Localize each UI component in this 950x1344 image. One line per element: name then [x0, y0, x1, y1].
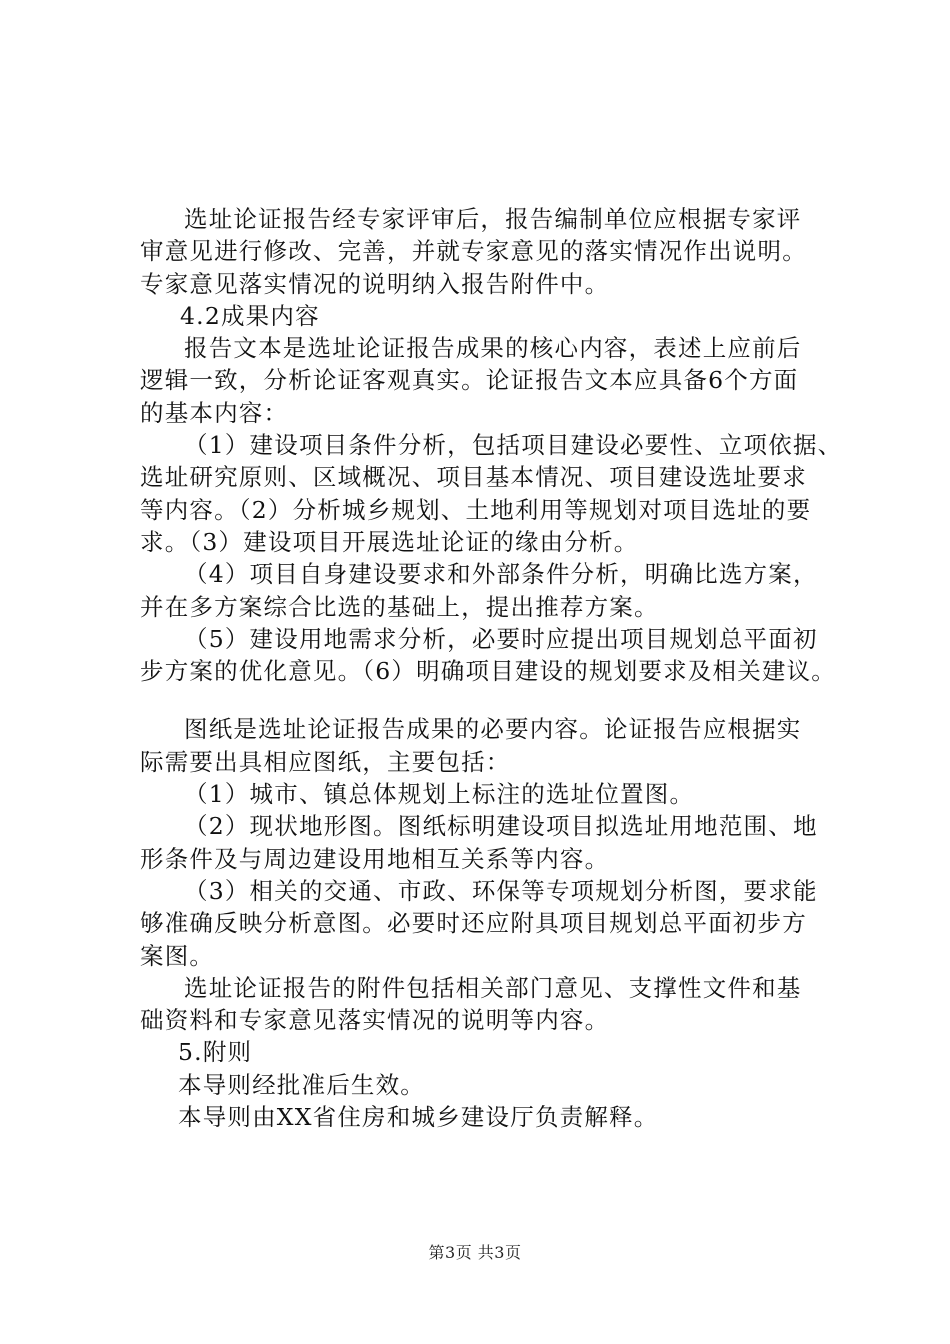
paragraph: [140, 778, 840, 810]
paragraph: [140, 558, 840, 623]
text-line: 形条件及与周边建设用地相互关系等内容。: [140, 844, 610, 873]
text-line: 步方案的优化意见。（6）明确项目建设的规划要求及相关建议。: [140, 657, 837, 686]
paragraph: [140, 429, 843, 558]
paragraph: [140, 972, 840, 1037]
text-line: 报告文本是选址论证报告成果的核心内容，表述上应前后: [184, 334, 802, 363]
text-line: （1）城市、镇总体规划上标注的选址位置图。: [184, 780, 695, 809]
text-line: 图纸是选址论证报告成果的必要内容。论证报告应根据实: [184, 715, 802, 744]
text-line: 审意见进行修改、完善，并就专家意见的落实情况作出说明。: [140, 237, 807, 266]
paragraph: [140, 203, 840, 300]
text-line: 等内容。（2）分析城乡规划、土地利用等规划对项目选址的要: [140, 495, 812, 524]
text-line: 本导则由XX省住房和城乡建设厅负责解释。: [178, 1103, 659, 1132]
text-line: 选址研究原则、区域概况、项目基本情况、项目建设选址要求: [140, 463, 807, 492]
paragraph: [140, 713, 840, 778]
text-line: （2）现状地形图。图纸标明建设项目拟选址用地范围、地: [184, 812, 818, 841]
text-line: 并在多方案综合比选的基础上，提出推荐方案。: [140, 592, 659, 621]
document-body: [140, 203, 843, 1133]
text-line: 选址论证报告的附件包括相关部门意见、支撑性文件和基: [184, 973, 802, 1002]
paragraph-gap: [140, 687, 840, 713]
text-line: （3）相关的交通、市政、环保等专项规划分析图，要求能: [184, 876, 818, 905]
text-line: 求。（3）建设项目开展选址论证的缘由分析。: [140, 527, 639, 556]
text-line: 逻辑一致，分析论证客观真实。论证报告文本应具备6个方面: [140, 366, 799, 395]
text-line: （1）建设项目条件分析，包括项目建设必要性、立项依据、: [184, 431, 843, 460]
paragraph: [140, 1036, 840, 1068]
text-line: 础资料和专家意见落实情况的说明等内容。: [140, 1006, 610, 1035]
text-line: 够准确反映分析意图。必要时还应附具项目规划总平面初步方: [140, 909, 807, 938]
paragraph: [140, 875, 840, 972]
text-line: 际需要出具相应图纸，主要包括：: [140, 747, 511, 776]
text-line: （4）项目自身建设要求和外部条件分析，明确比选方案，: [184, 560, 818, 589]
paragraph: [140, 332, 840, 429]
paragraph: [140, 300, 840, 332]
text-line: 专家意见落实情况的说明纳入报告附件中。: [140, 269, 610, 298]
paragraph: [140, 1069, 840, 1101]
text-line: 5.附则: [178, 1038, 253, 1067]
paragraph: [140, 810, 840, 875]
text-line: 选址论证报告经专家评审后，报告编制单位应根据专家评: [184, 205, 802, 233]
text-line: 案图。: [140, 941, 215, 970]
text-line: （5）建设用地需求分析，必要时应提出项目规划总平面初: [184, 624, 818, 653]
paragraph: [140, 623, 840, 688]
page-footer: 第3页 共3页: [428, 1243, 522, 1262]
text-line: 的基本内容：: [140, 398, 289, 427]
text-line: 4.2成果内容: [180, 301, 320, 330]
paragraph: [140, 1101, 840, 1133]
text-line: 本导则经批准后生效。: [178, 1070, 425, 1099]
